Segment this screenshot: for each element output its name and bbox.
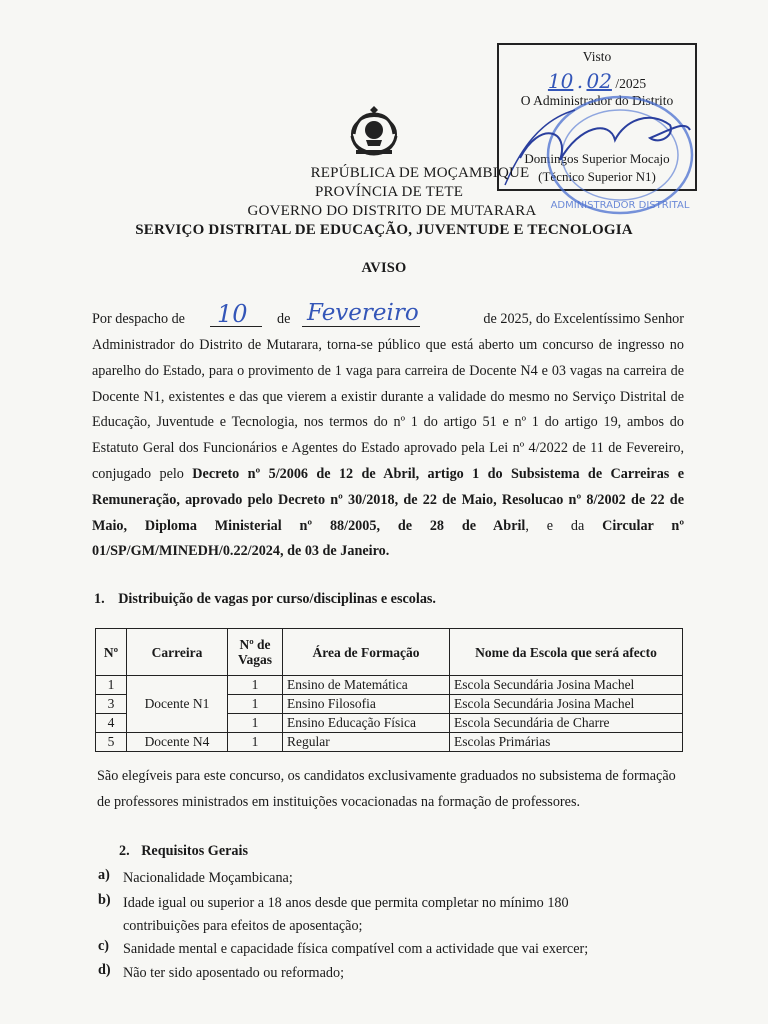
table-row: 3 1 Ensino Filosofia Escola Secundária Josina Machel [96, 695, 683, 714]
table-row: 1 Docente N1 1 Ensino de Matemática Escola Secundária Josina Machel [96, 676, 683, 695]
table-row: 5 Docente N4 1 Regular Escolas Primárias [96, 733, 683, 752]
col-header-vagas: Nº de Vagas [228, 629, 283, 676]
visto-day: 10 [547, 69, 574, 93]
col-header-num: Nº [96, 629, 127, 676]
vagas-table [95, 628, 683, 752]
seal-text: ADMINISTRADOR DISTRITAL [550, 200, 690, 211]
document-title: AVISO [361, 260, 407, 276]
visto-year: /2025 [615, 76, 647, 91]
header-republica: REPÚBLICA DE MOÇAMBIQUE [310, 165, 530, 181]
table-header-row [96, 629, 683, 676]
intro-text-c: de 2025, do Excelentíssimo Senhor [483, 311, 684, 327]
eligibility-paragraph: São elegíveis para este concurso, os candidatos exclusivamente graduados no subsistema de formação de professores ministrados em instituições vocacionadas na formação de professores. [97, 768, 676, 810]
circular-reference: Circular nº 01/SP/GM/MINEDH/0.22/2024, de 03 de Janeiro. [92, 517, 684, 560]
carreira-docente-n1: Docente N1 [127, 676, 228, 733]
coat-of-arms-emblem [344, 106, 404, 158]
col-header-carreira: Carreira [127, 629, 228, 676]
signature-scribble [520, 118, 690, 160]
legal-references: Decreto nº 5/2006 de 12 de Abril, artigo 1 do Subsistema de Carreiras e Remuneração, aprovado pelo Decreto nº 30/2018, de 22 de Maio, Resolucao nº 8/2002 de 22 de Maio, Diploma Ministerial nº 88/2005, de 28 de Abril [92, 465, 684, 534]
section2-heading: 2. Requisitos Gerais [119, 843, 248, 859]
visto-role: (Técnico Superior N1) [538, 169, 656, 184]
visto-name: Domingos Superior Mocajo [524, 151, 670, 166]
intro-text-a: Por despacho de [92, 311, 185, 327]
table-row: 4 1 Ensino Educação Física Escola Secundária de Charre [96, 714, 683, 733]
header-provincia: PROVÍNCIA DE TETE [314, 184, 464, 200]
col-header-area: Área de Formação [283, 629, 450, 676]
visto-administrador: O Administrador do Distrito [520, 93, 674, 108]
visto-date: 10 . 02 /2025 [547, 69, 647, 93]
visto-label: Visto [582, 49, 612, 64]
section1-heading: 1. Distribuição de vagas por curso/disciplinas e escolas. [94, 591, 436, 607]
header-servico: SERVIÇO DISTRITAL DE EDUCAÇÃO, JUVENTUDE E TECNOLOGIA [135, 222, 633, 238]
intro-first-line [92, 300, 684, 330]
handwritten-day: 10 [217, 300, 248, 328]
header-governo: GOVERNO DO DISTRITO DE MUTARARA [247, 203, 537, 219]
col-header-escola: Nome da Escola que será afecto [450, 629, 683, 676]
intro-text-b: de [277, 311, 291, 327]
intro-paragraph: Administrador do Distrito de Mutarara, torna-se público que está aberto um concurso de ingresso no aparelho do Estado, para o provimento de 1 vaga para carreira de Docente N4 e 03 vagas na carreira de Docente N1, existentes e das que vierem a existir durante a validade do mesmo no Serviço Distrital de Educação, Juventude e Tecnologia, nos termos do nº 1 do artigo 51 e nº 1 do artigo 19, ambos do Estatuto Geral dos Funcionários e Agentes do Estado aprovado pela Lei nº 4/2022 de 11 de Fevereiro, conjugado pelo Decreto nº 5/2006 de 12 de Abril, artigo 1 do Subsistema de Carreiras e Remuneração, aprovado pelo Decreto nº 30/2018, de 22 de Maio, Resolucao nº 8/2002 de 22 de Maio, Diploma Ministerial nº 88/2005, de 28 de Abril, e da Circular nº 01/SP/GM/MINEDH/0.22/2024, de 03 de Janeiro. [92, 337, 684, 560]
visto-month: 02 [586, 69, 612, 93]
handwritten-month: Fevereiro [307, 300, 419, 326]
